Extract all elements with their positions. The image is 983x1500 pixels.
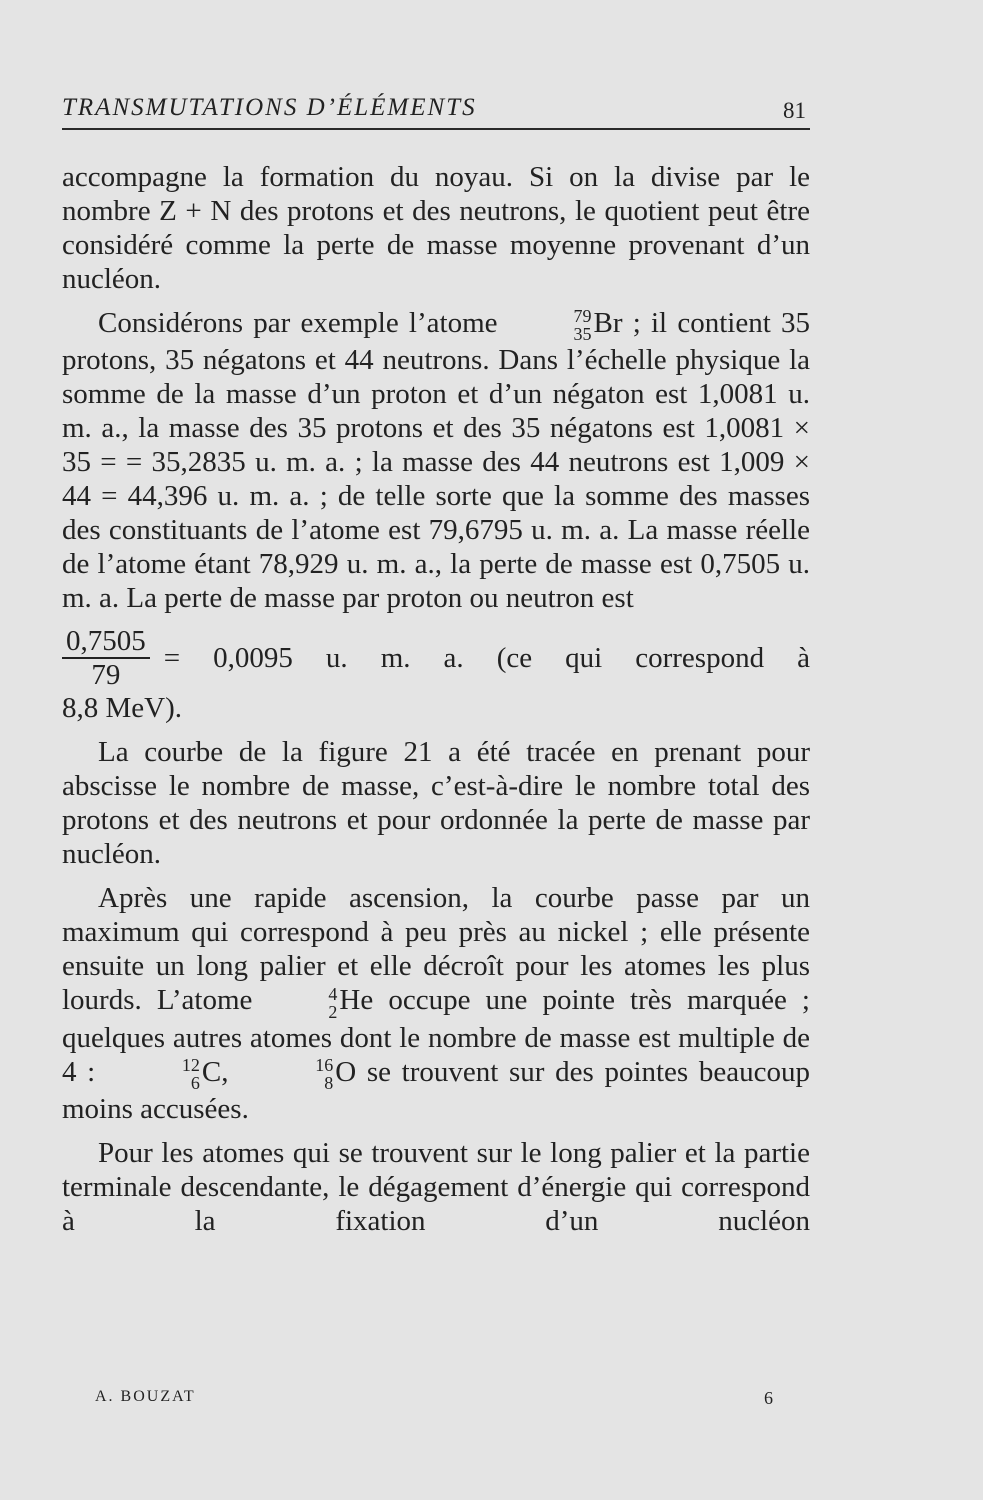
- paragraph-4-comma: ,: [221, 1055, 240, 1088]
- paragraph-4-start: Après une rapide ascension, la courbe passe par un maximum qui correspond à peu près au nickel ; elle présente ensuite un long palier et elle décroît pour les atomes les plus lourds. L’atome: [62, 882, 810, 1017]
- isotope-he-z: 2: [328, 1001, 338, 1022]
- isotope-br-z: 35: [573, 324, 592, 345]
- isotope-he: [252, 983, 373, 1020]
- paragraph-2-start: Considérons par exemple l’atome: [98, 307, 498, 339]
- fraction-line: [62, 625, 810, 691]
- isotope-he-mass: 4: [328, 983, 338, 1004]
- isotope-o-z: 8: [324, 1073, 334, 1094]
- sheet-number: 6: [764, 1388, 775, 1408]
- paragraph-1: accompagne la formation du noyau. Si on la divise par le nombre Z + N des protons et des neutrons, le quotient peut être considéré comme la perte de masse moyenne provenant d’un nucléon.: [62, 161, 810, 295]
- paragraph-4-mid: occupe une pointe très marquée ; quelques autres atomes dont le nombre de masse est multiple de 4 :: [62, 984, 810, 1088]
- paragraph-2: [62, 306, 810, 615]
- paragraph-2-end: 8,8 MeV).: [62, 692, 183, 725]
- isotope-br-mass: 79: [573, 306, 592, 327]
- paragraph-4: [62, 881, 810, 1126]
- fraction-denominator: 79: [91, 659, 121, 692]
- paragraph-4-end: se trouvent sur des pointes beaucoup moins accusées.: [62, 1055, 811, 1126]
- isotope-c-mass: 12: [181, 1055, 200, 1076]
- isotope-o-mass: 16: [315, 1055, 334, 1076]
- isotope-br-symbol: Br: [593, 307, 623, 339]
- page-header: [62, 94, 810, 130]
- page-body: [62, 160, 810, 1248]
- isotope-c-symbol: C: [201, 1055, 222, 1088]
- isotope-c: [106, 1055, 221, 1092]
- page-number: 81: [783, 98, 806, 123]
- fraction-numerator: 0,7505: [62, 625, 150, 659]
- fraction-rest: = 0,0095 u. m. a. (ce qui correspond à: [163, 642, 810, 675]
- fraction: [62, 625, 150, 691]
- isotope-br: [498, 306, 623, 343]
- running-title: TRANSMUTATIONS D’ÉLÉMENTS: [62, 94, 477, 121]
- paragraph-2-rest: ; il contient 35 protons, 35 négatons et 44 neutrons. Dans l’échelle physique la somme de la masse d’un proton et d’un négaton est 1,0081 u. m. a., la masse des 35 protons et des 35 négatons est 1,0081 × 35 = = 35,2835 u. m. a. ; la masse des 44 neutrons est 1,009 × 44 = 44,396 u. m. a. ; de telle sorte que la somme des masses des constituants de l’atome est 79,6795 u. m. a. La masse réelle de l’atome étant 78,929 u. m. a., la perte de masse est 0,7505 u. m. a. La perte de masse par proton ou neutron est: [62, 307, 810, 615]
- isotope-o: [239, 1055, 356, 1092]
- isotope-he-symbol: He: [339, 984, 374, 1017]
- paragraph-5: Pour les atomes qui se trouvent sur le long palier et la partie terminale descendante, le dégagement d’énergie qui correspond à la fixation d’un nucléon: [62, 1137, 810, 1238]
- printer-signature: A. BOUZAT: [95, 1388, 196, 1405]
- isotope-c-z: 6: [190, 1073, 200, 1094]
- paragraph-3: La courbe de la figure 21 a été tracée en prenant pour abscisse le nombre de masse, c’est-à-dire le nombre total des protons et des neutrons et pour ordonnée la perte de masse par nucléon.: [62, 736, 810, 871]
- isotope-o-symbol: O: [335, 1055, 357, 1088]
